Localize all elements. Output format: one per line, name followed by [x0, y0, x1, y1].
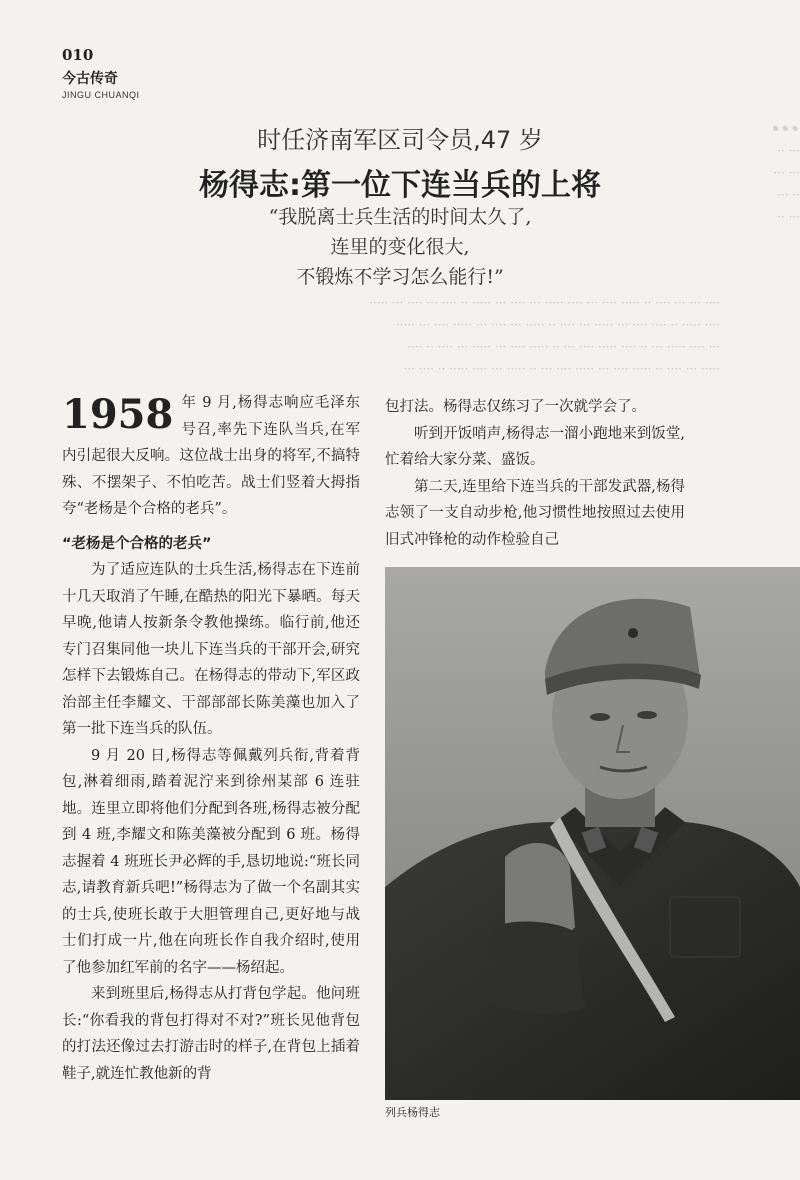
photo-caption: 列兵杨得志: [385, 1106, 440, 1119]
section-title-en: JINGU CHUANQI: [62, 90, 140, 100]
body-column-left: [62, 390, 360, 1087]
body-paragraph: 9 月 20 日,杨得志等佩戴列兵衔,背着背包,淋着细雨,踏着泥泞来到徐州某部 6 连驻地。连里立即将他们分配到各班,杨得志被分配到 4 班,李耀文和陈美藻被分配到 6 班。杨得志握着 4 班班长尹必辉的手,恳切地说:“班长同志,请教育新兵吧!”杨得志为了做一个名副其实的士兵,使班长敢于大胆管理自己,更好地与战士们打成一片,他在向班长作自我介绍时,使用了他参加红军前的名字——杨绍起。: [62, 747, 360, 976]
article-title: 杨得志:第一位下连当兵的上将: [199, 168, 601, 203]
section-title: 今古传奇: [62, 71, 118, 87]
quote-line: 不锻炼不学习怎么能行!”: [296, 266, 504, 288]
quote-line: 连里的变化很大,: [330, 236, 470, 258]
portrait-photo: [385, 567, 800, 1100]
body-column-right: [385, 394, 685, 553]
soldier-portrait-illustration: [385, 567, 800, 1100]
article-subtitle: 时任济南军区司令员,47 岁: [257, 126, 543, 154]
body-paragraph: 第二天,连里给下连当兵的干部发武器,杨得志领了一支自动步枪,他习惯性地按照过去使用旧式冲锋枪的动作检验自己: [385, 478, 685, 548]
body-paragraph: 听到开饭哨声,杨得志一溜小跑地来到饭堂,忙着给大家分菜、盛饭。: [385, 425, 685, 468]
body-paragraph: 包打法。杨得志仅练习了一次就学会了。: [385, 399, 646, 415]
bleed-through-page-number: ··· ··· ·· ··· ··· ·· ··· ··· ··: [770, 112, 800, 224]
body-paragraph: 来到班里后,杨得志从打背包学起。他问班长:“你看我的背包打得对不对?”班长见他背包的打法还像过去打游击时的样子,在背包上插着鞋子,就连忙教他新的背: [62, 986, 360, 1082]
lead-paragraph: 1958 年 9 月,杨得志响应毛泽东号召,率先下连队当兵,在军内引起很大反响。这位战士出身的将军,不搞特殊、不摆架子、不怕吃苦。战士们竖着大拇指夸“老杨是个合格的老兵”。: [62, 391, 360, 517]
pull-quote: [0, 202, 800, 292]
page-number: 010: [62, 46, 94, 64]
section-heading: “老杨是个合格的老兵”: [62, 535, 212, 552]
bleed-through-text: ···· ··· ··· ···· ·· ····· ···· ··· ···· ····· ··· ···· ··· ····· ·· ···· ··· ···· ··· ····· ···· ····· ·· ···· ···· ··· ····· ··· ···· ·· ····· ··· ···· ··· ····· ···· ··· ····· ··· ···· ····· ··· ·· ···· ····· ···· ··· ·· ····· ···· ··· ····· ··· ···· ·· ···· ····· ··· ···· ·· ····· ···· ··· ····· ···· ··· ·· ····· ··· ···· ····· ·· ···· ···: [369, 296, 720, 376]
quote-line: “我脱离士兵生活的时间太久了,: [268, 206, 532, 228]
drop-year: 1958: [62, 391, 174, 438]
body-paragraph: 为了适应连队的士兵生活,杨得志在下连前十几天取消了午睡,在酷热的阳光下暴晒。每天早晚,他请人按新条令教他操练。临行前,他还专门召集同他一块儿下连当兵的干部开会,研究怎样下去锻炼自己。在杨得志的带动下,军区政治部主任李耀文、干部部部长陈美藻也加入了第一批下连当兵的队伍。: [62, 562, 360, 737]
